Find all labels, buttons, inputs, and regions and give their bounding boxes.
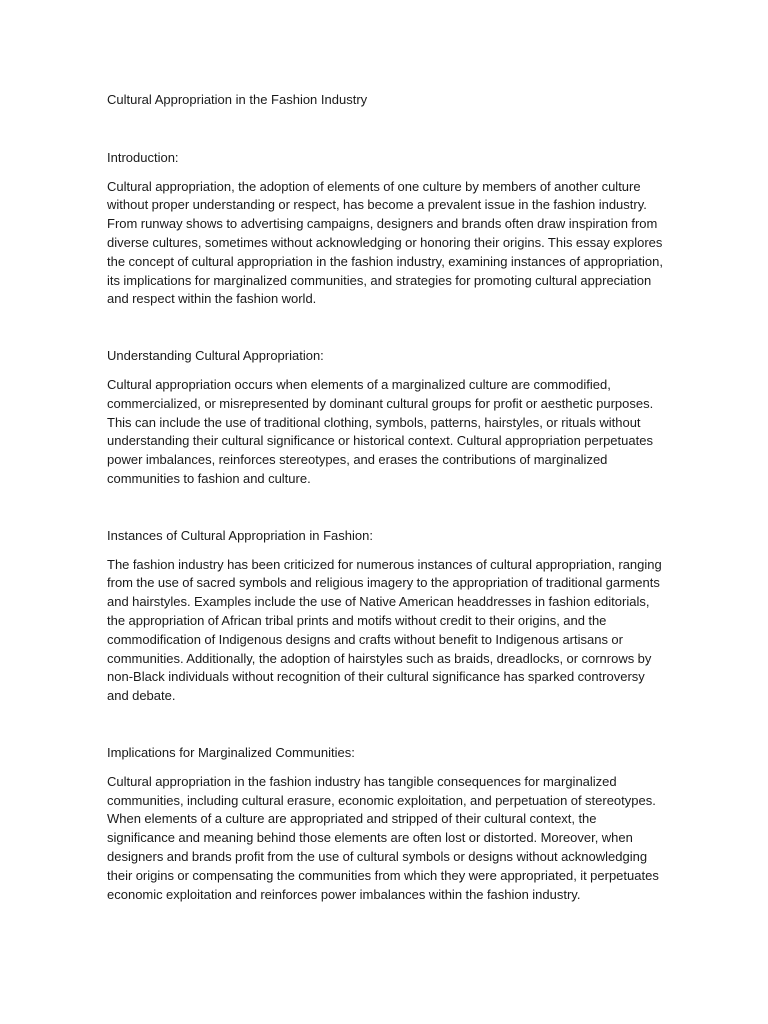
- section-instances: [107, 527, 667, 706]
- section-paragraph: The fashion industry has been criticized for numerous instances of cultural appropriation, ranging from the use of sacred symbols and religious imagery to the appropriation of traditional garments and hairstyles. Examples include the use of Native American headdresses in fashion editorials, the appropriation of African tribal prints and motifs without credit to their origins, and the commodification of Indigenous designs and crafts without benefit to Indigenous artisans or communities. Additionally, the adoption of hairstyles such as braids, dreadlocks, or cornrows by non-Black individuals without recognition of their cultural significance has sparked controversy and debate.: [107, 556, 662, 704]
- section-paragraph: Cultural appropriation in the fashion industry has tangible consequences for marginalized communities, including cultural erasure, economic exploitation, and perpetuation of stereotypes. When elements of a culture are appropriated and stripped of their cultural context, the significance and meaning behind those elements are often lost or distorted. Moreover, when designers and brands profit from the use of cultural symbols or designs without acknowledging their origins or compensating the communities from which they were appropriated, it perpetuates economic exploitation and reinforces power imbalances within the fashion industry.: [107, 773, 659, 902]
- section-heading: Understanding Cultural Appropriation:: [107, 348, 324, 364]
- document-page: [107, 91, 667, 904]
- spacer: [107, 309, 667, 347]
- section-heading: Introduction:: [107, 149, 179, 165]
- document-title: Cultural Appropriation in the Fashion Industry: [107, 92, 368, 107]
- section-heading: Instances of Cultural Appropriation in Fashion:: [107, 527, 373, 543]
- section-understanding: [107, 347, 667, 489]
- section-introduction: [107, 149, 667, 309]
- section-paragraph: Cultural appropriation, the adoption of elements of one culture by members of another culture without proper understanding or respect, has become a prevalent issue in the fashion industry. From runway shows to advertising campaigns, designers and brands often draw inspiration from diverse cultures, sometimes without acknowledging or honoring their origins. This essay explores the concept of cultural appropriation in the fashion industry, examining instances of appropriation, its implications for marginalized communities, and strategies for promoting cultural appreciation and respect within the fashion world.: [107, 178, 663, 307]
- section-paragraph: Cultural appropriation occurs when elements of a marginalized culture are commodified, commercialized, or misrepresented by dominant cultural groups for profit or aesthetic purposes. This can include the use of traditional clothing, symbols, patterns, hairstyles, or rituals without understanding their cultural significance or historical context. Cultural appropriation perpetuates power imbalances, reinforces stereotypes, and erases the contributions of marginalized communities to fashion and culture.: [107, 376, 654, 486]
- spacer: [107, 706, 667, 744]
- spacer: [107, 110, 667, 149]
- spacer: [107, 489, 667, 527]
- section-heading: Implications for Marginalized Communities:: [107, 744, 355, 760]
- section-implications: [107, 744, 667, 904]
